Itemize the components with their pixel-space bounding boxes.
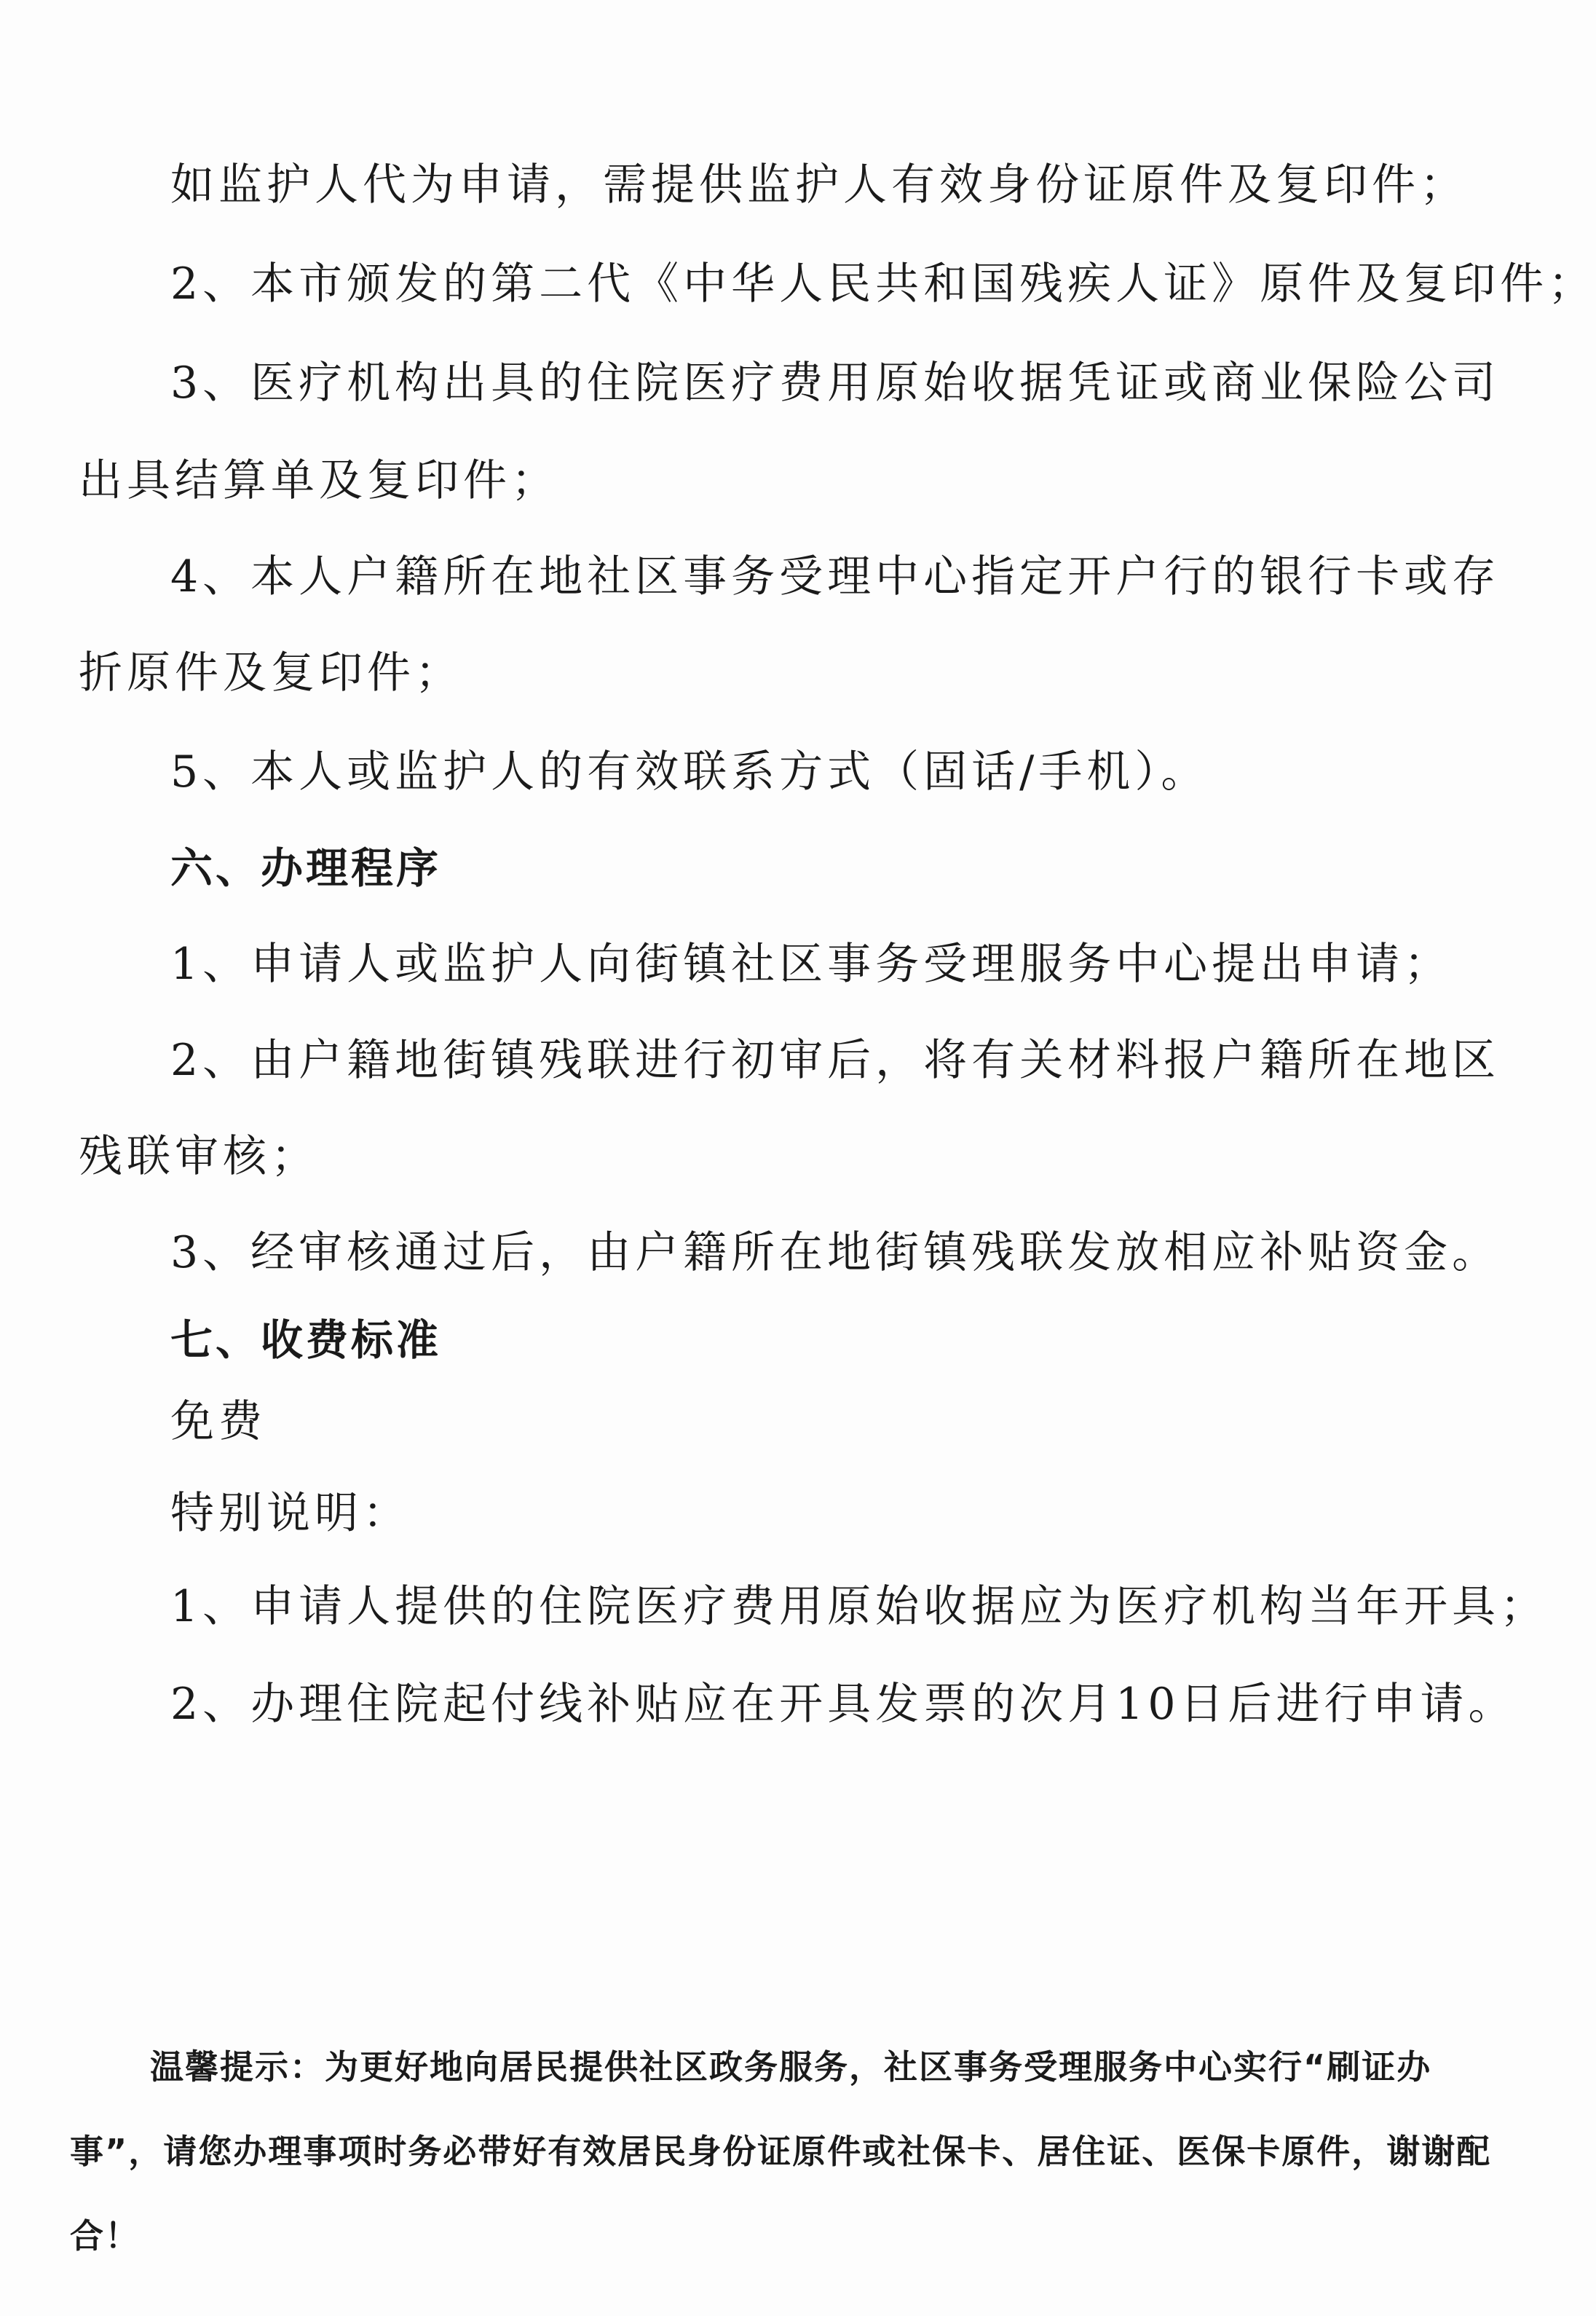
section-7-title: 七、收费标准 bbox=[170, 1315, 442, 1365]
special-note-1: 1、申请人提供的住院医疗费用原始收据应为医疗机构当年开具； bbox=[170, 1581, 1549, 1632]
special-note-2: 2、办理住院起付线补贴应在开具发票的次月10日后进行申请。 bbox=[170, 1679, 1517, 1730]
bank-card-line-1: 4、本人户籍所在地社区事务受理中心指定开户行的银行卡或存 bbox=[170, 551, 1501, 602]
receipt-line-2: 出具结算单及复印件； bbox=[79, 455, 559, 506]
special-note-title: 特别说明： bbox=[170, 1488, 411, 1539]
procedure-step-2-line-2: 残联审核； bbox=[79, 1131, 319, 1182]
procedure-step-3: 3、经审核通过后，由户籍所在地街镇残联发放相应补贴资金。 bbox=[170, 1227, 1501, 1278]
disability-cert-line: 2、本市颁发的第二代《中华人民共和国残疾人证》原件及复印件； bbox=[170, 259, 1596, 310]
fee-value: 免费 bbox=[170, 1396, 266, 1447]
section-6-title: 六、办理程序 bbox=[170, 843, 442, 893]
procedure-step-2-line-1: 2、由户籍地街镇残联进行初审后，将有关材料报户籍所在地区 bbox=[170, 1035, 1501, 1086]
guardian-id-line: 如监护人代为申请，需提供监护人有效身份证原件及复印件； bbox=[170, 159, 1468, 210]
warm-reminder-notice: 温馨提示：为更好地向居民提供社区政务服务，社区事务受理服务中心实行“刷证办事”，请您办理事项时务必带好有效居民身份证原件或社保卡、居住证、医保卡原件，谢谢配合！ bbox=[70, 2047, 1492, 2256]
bank-card-line-2: 折原件及复印件； bbox=[79, 647, 463, 698]
procedure-step-1: 1、申请人或监护人向街镇社区事务受理服务中心提出申请； bbox=[170, 939, 1453, 990]
receipt-line-1: 3、医疗机构出具的住院医疗费用原始收据凭证或商业保险公司 bbox=[170, 358, 1501, 409]
contact-line: 5、本人或监护人的有效联系方式（固话/手机）。 bbox=[170, 747, 1209, 797]
